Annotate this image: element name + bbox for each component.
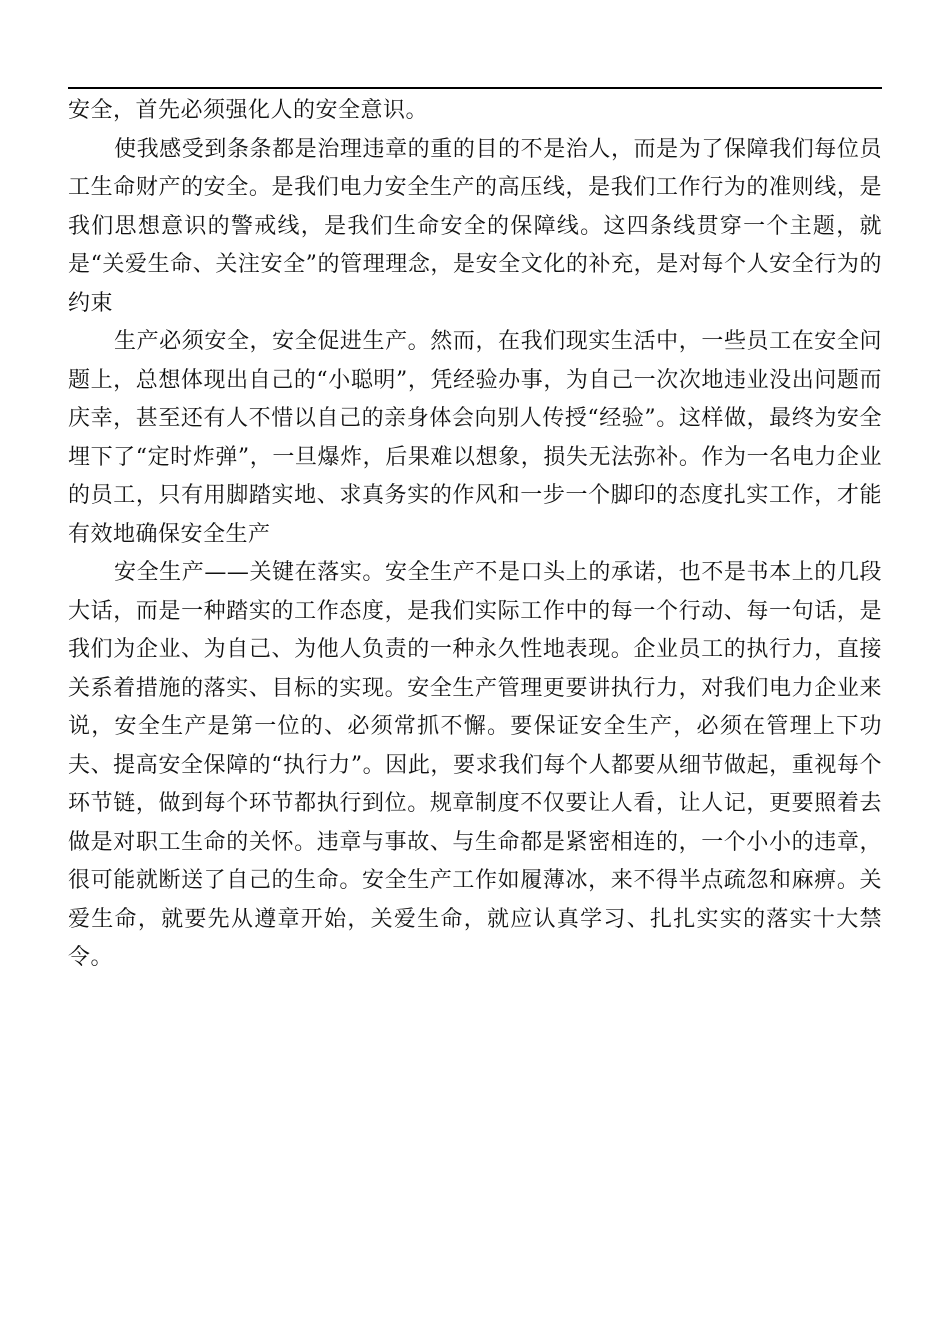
paragraph-3: 生产必须安全，安全促进生产。然而，在我们现实生活中，一些员工在安全问题上，总想体现出自己的“小聪明”，凭经验办事，为自己一次次地违业没出问题而庆幸，甚至还有人不惜以自己的亲身体会向别人传授“经验”。这样做，最终为安全埋下了“定时炸弹”，一旦爆炸，后果难以想象，损失无法弥补。作为一名电力企业的员工，只有用脚踏实地、求真务实的作风和一步一个脚印的态度扎实工作，才能有效地确保安全生产 [68,329,882,547]
document-body [68,92,882,978]
paragraph-4: 安全生产——关键在落实。安全生产不是口头上的承诺，也不是书本上的几段大话，而是一种踏实的工作态度，是我们实际工作中的每一个行动、每一句话，是我们为企业、为自己、为他人负责的一种永久性地表现。企业员工的执行力，直接关系着措施的落实、目标的实现。安全生产管理更要讲执行力，对我们电力企业来说，安全生产是第一位的、必须常抓不懈。要保证安全生产，必须在管理上下功夫、提高安全保障的“执行力”。因此，要求我们每个人都要从细节做起，重视每个环节链，做到每个环节都执行到位。规章制度不仅要让人看，让人记，更要照着去做是对职工生命的关怀。违章与事故、与生命都是紧密相连的，一个小小的违章，很可能就断送了自己的生命。安全生产工作如履薄冰，来不得半点疏忽和麻痹。关爱生命，就要先从遵章开始，关爱生命，就应认真学习、扎扎实实的落实十大禁令。 [68,560,882,970]
paragraph-2: 使我感受到条条都是治理违章的重的目的不是治人，而是为了保障我们每位员工生命财产的安全。是我们电力安全生产的高压线，是我们工作行为的准则线，是我们思想意识的警戒线，是我们生命安全的保障线。这四条线贯穿一个主题，就是“关爱生命、关注安全”的管理理念，是安全文化的补充，是对每个人安全行为的约束 [68,136,882,316]
header-rule [68,87,882,89]
paragraph-1: 安全，首先必须强化人的安全意识。 [68,98,429,123]
